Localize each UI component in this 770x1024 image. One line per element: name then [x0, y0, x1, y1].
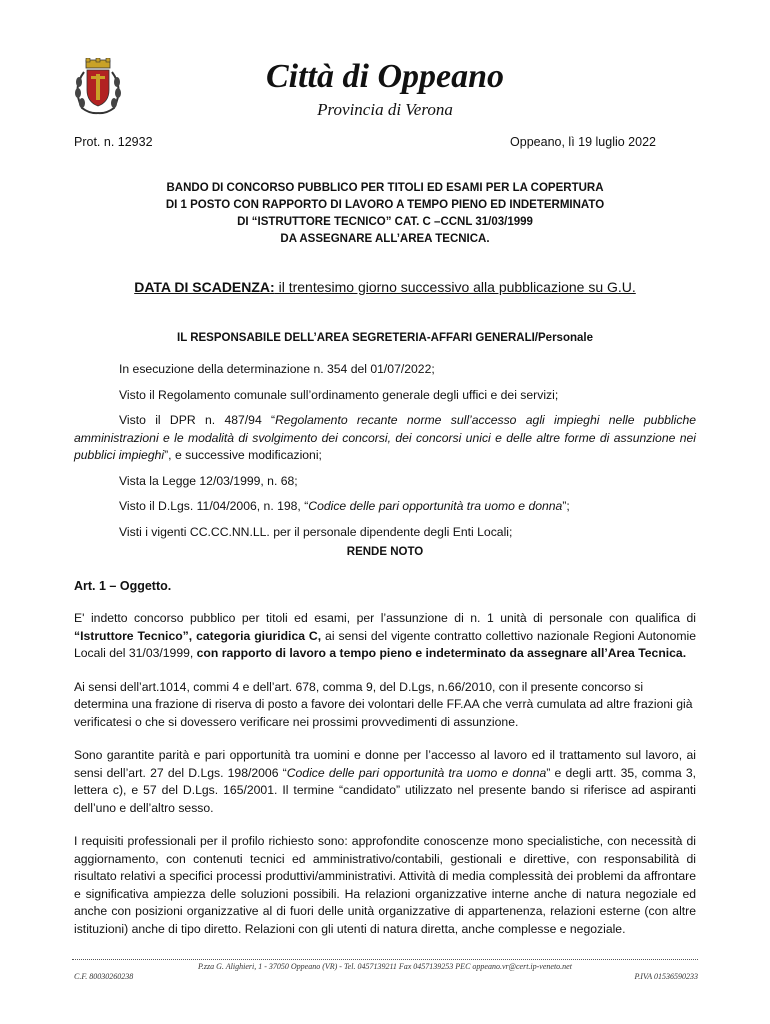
text-span: E' indetto concorso pubblico per titoli ed esami, per l’assunzione di n. 1 unità di personale con qualifica di: [74, 611, 696, 625]
premise-dpr-a: Visto il DPR n. 487/94 “: [119, 413, 276, 427]
deadline-label: DATA DI SCADENZA:: [134, 279, 275, 295]
deadline-text: il trentesimo giorno successivo alla pubblicazione su G.U.: [274, 279, 636, 295]
premise-dlgs-title: Codice delle pari opportunità tra uomo e donna: [308, 499, 563, 513]
premise-dpr-c: ”, e successive modificazioni;: [164, 448, 322, 462]
bando-title-line: DI 1 POSTO CON RAPPORTO DI LAVORO A TEMPO PIENO ED INDETERMINATO: [165, 199, 605, 211]
deadline-line: [0, 279, 770, 295]
text-bold: “Istruttore Tecnico”, categoria giuridica C,: [74, 628, 322, 643]
responsabile-heading: IL RESPONSABILE DELL’AREA SEGRETERIA-AFFARI GENERALI/Personale: [177, 332, 593, 344]
text-span: ” e degli artt. 35, comma 3, lettera c), e 57 del D.Lgs. 165/2001. Il termine “candidato” utilizzato nel presente bando si riferisce ad aspiranti dell’uno e dell’altro sesso.: [74, 765, 696, 815]
protocol-number: Prot. n. 12932: [74, 135, 153, 149]
article-1-body: [74, 610, 696, 938]
footer-divider: [72, 959, 698, 960]
premise-dlgs-c: ”;: [562, 499, 570, 513]
bando-title-line: DA ASSEGNARE ALL’AREA TECNICA.: [280, 233, 490, 245]
bando-title-line: DI “ISTRUTTORE TECNICO” CAT. C –CCNL 31/03/1999: [237, 216, 533, 228]
bando-title-line: BANDO DI CONCORSO PUBBLICO PER TITOLI ED ESAMI PER LA COPERTURA: [166, 182, 604, 194]
premise-legge: Vista la Legge 12/03/1999, n. 68;: [119, 473, 298, 488]
document-date: Oppeano, lì 19 luglio 2022: [510, 135, 656, 149]
text-bold: con rapporto di lavoro a tempo pieno e indeterminato da assegnare all’Area Tecnica.: [196, 646, 687, 660]
text-span: ai sensi del vigente contratto collettivo nazionale Regioni Autonomie Locali del 31/03/1999,: [74, 628, 696, 660]
footer-partita-iva: P.IVA 01536590233: [634, 972, 698, 981]
premise-determinazione: In esecuzione della determinazione n. 354 del 01/07/2022;: [119, 362, 435, 376]
premise-ccnl: Visti i vigenti CC.CC.NN.LL. per il personale dipendente degli Enti Locali;: [119, 524, 513, 539]
premise-dlgs-a: Visto il D.Lgs. 11/04/2006, n. 198, “: [119, 499, 309, 513]
footer-codice-fiscale: C.F. 80030260238: [74, 972, 134, 981]
bando-title: [0, 180, 770, 248]
premise-regolamento: Visto il Regolamento comunale sull’ordinamento generale degli uffici e dei servizi;: [119, 387, 559, 402]
text-italic: Codice delle pari opportunità tra uomo e donna: [286, 765, 547, 780]
province-name: Provincia di Verona: [317, 100, 453, 119]
city-name: Città di Oppeano: [265, 58, 505, 95]
article-1-paragraph-parita: [74, 747, 696, 817]
rende-noto-heading: RENDE NOTO: [346, 546, 424, 558]
article-1-paragraph-oggetto: [74, 610, 696, 663]
footer-address: P.zza G. Alighieri, 1 - 37050 Oppeano (VR) - Tel. 0457139211 Fax 0457139253 PEC oppeano.vr@cert.ip-veneto.net: [198, 962, 572, 971]
premise-dlgs: [74, 498, 696, 516]
article-1-paragraph-riserva: Ai sensi dell’art.1014, commi 4 e dell’art. 678, comma 9, del D.Lgs, n.66/2010, con il presente concorso si determina una frazione di riserva di posto a favore dei volontari delle FF.AA che verrà cumulata ad altre frazioni già verificatesi o che si dovessero verificare nei prossimi provvedimenti di assunzione.: [74, 679, 693, 729]
premise-dpr-title: Regolamento recante norme sull’accesso agli impieghi nelle pubbliche amministrazioni e le modalità di svolgimento dei concorsi, dei concorsi unici e delle altre forme di assunzione nei pubblici impieghi: [74, 413, 697, 462]
text-span: Sono garantite parità e pari opportunità tra uomini e donne per l’accesso al lavoro ed il trattamento sul lavoro, ai sensi dell’art. 27 del D.Lgs. 198/2006 “: [74, 748, 696, 780]
premise-dpr: [74, 412, 696, 465]
premises-section: [74, 361, 696, 541]
article-1-paragraph-requisiti: I requisiti professionali per il profilo richiesto sono: approfondite conoscenze mono specialistiche, con necessità di aggiornamento, con contenuti tecnici ed amministrativo/contabili, gestionali e direttive, con responsabilità di risultato relativi a specifici processi produttivi/amministrativi. Attività di media complessità dei problemi da affrontare e significativa ampiezza delle soluzioni possibili. Ha relazioni organizzative interne anche di natura negoziale ed anche con posizioni organizzative al di fuori delle unità organizzative di appartenenza, relazioni esterne (con altre istituzioni) anche di tipo diretto. Relazioni con gli utenti di natura diretta, anche complesse e negoziale.: [74, 834, 696, 936]
article-1-title: Art. 1 – Oggetto.: [74, 579, 172, 593]
